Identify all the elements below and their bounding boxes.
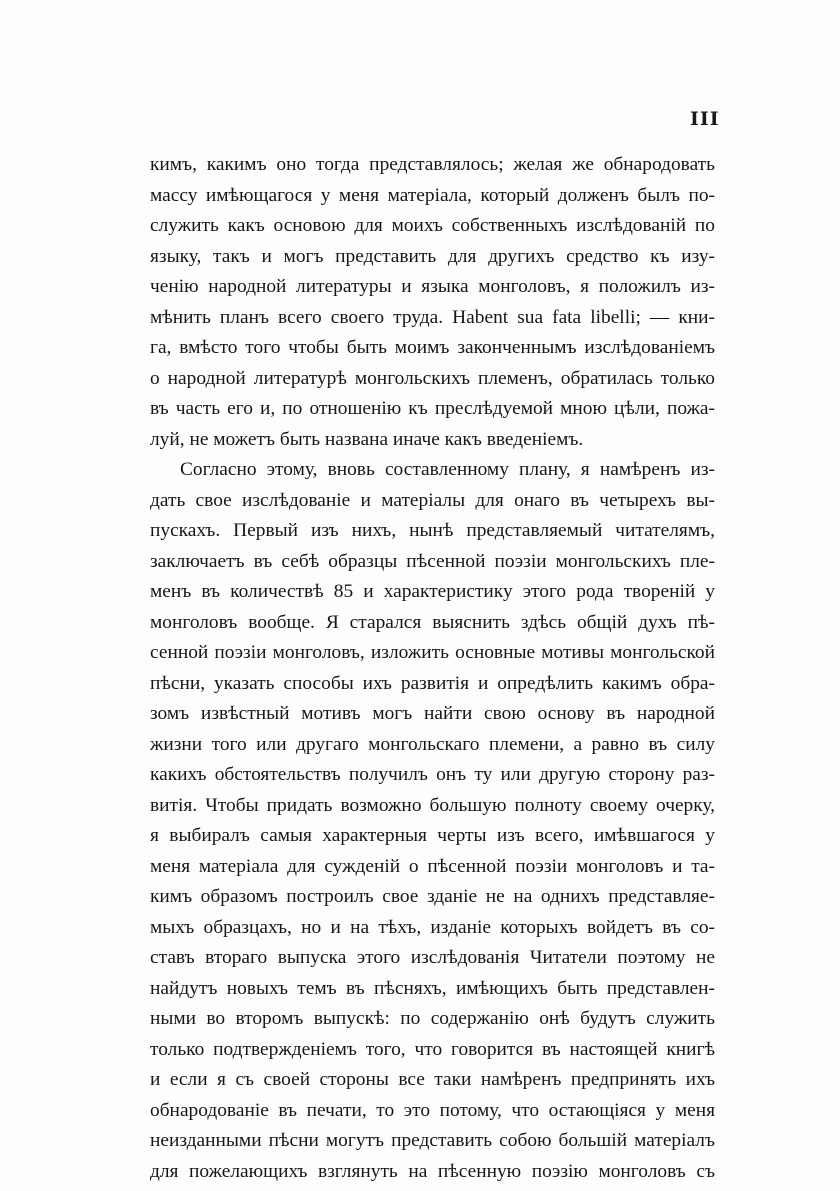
text-line: мѣнить планъ всего своего труда. Habent sua fata libelli; — кни- — [150, 306, 715, 328]
text-line: сенной поэзіи монголовъ, изложить основные мотивы монгольской — [150, 642, 715, 663]
text-line: пускахъ. Первый изъ нихъ, нынѣ представляемый читателямъ, — [150, 520, 715, 541]
text-line: о народной литературѣ монгольскихъ племенъ, обратилась только — [150, 367, 715, 389]
text-line: га, вмѣсто того чтобы быть моимъ законченнымъ изслѣдованіемъ — [150, 337, 715, 358]
text-line: ными во второмъ выпускѣ: по содержанію онѣ будутъ служить — [150, 1008, 715, 1029]
text-line: для пожелающихъ взглянуть на пѣсенную поэзію монголовъ съ — [150, 1160, 715, 1182]
text-line: витія. Чтобы придать возможно большую полноту своему очерку, — [150, 794, 715, 816]
text-line: монголовъ вообще. Я старался выяснить здѣсь общій духъ пѣ- — [150, 611, 715, 633]
page-number: III — [690, 108, 720, 130]
text-line: дать свое изслѣдованіе и матеріалы для онаго въ четырехъ вы- — [150, 489, 715, 511]
text-line: мыхъ образцахъ, но и на тѣхъ, изданіе которыхъ войдетъ въ со- — [150, 916, 715, 938]
text-line: только подтвержденіемъ того, что говорится въ настоящей книгѣ — [150, 1038, 715, 1060]
text-line: жизни того или другаго монгольскаго племени, а равно въ силу — [150, 733, 715, 755]
text-line: обнародованіе въ печати, то это потому, что остающіяся у меня — [150, 1099, 715, 1121]
text-line: ставъ втораго выпуска этого изслѣдованія Читатели поэтому не — [150, 947, 715, 968]
text-line: я выбиралъ самыя характерныя черты изъ всего, имѣвшагося у — [150, 825, 715, 846]
text-line: менъ въ количествѣ 85 и характеристику этого рода твореній у — [150, 581, 715, 602]
text-line: луй, не можетъ быть названа иначе какъ введеніемъ. — [150, 428, 584, 450]
text-line: пѣсни, указать способы ихъ развитія и опредѣлить какимъ обра- — [150, 672, 715, 694]
text-line: массу имѣющагося у меня матеріала, который долженъ былъ по- — [150, 184, 715, 206]
body-text — [150, 150, 715, 1187]
paragraph-2 — [150, 455, 715, 1187]
text-line: въ часть его и, по отношенію къ преслѣдуемой мною цѣли, пожа- — [150, 398, 715, 419]
text-line: и если я съ своей стороны все таки намѣренъ предпринять ихъ — [150, 1069, 715, 1090]
text-line: служить какъ основою для моихъ собственныхъ изслѣдованій по — [150, 215, 715, 236]
text-line: ченію народной литературы и языка монголовъ, я положилъ из- — [150, 276, 715, 297]
paragraph-1 — [150, 150, 715, 455]
text-line: зомъ извѣстный мотивъ могъ найти свою основу въ народной — [150, 703, 715, 724]
text-line: меня матеріала для сужденій о пѣсенной поэзіи монголовъ и та- — [150, 855, 715, 877]
text-line: Согласно этому, вновь составленному плану, я намѣренъ из- — [180, 459, 715, 480]
text-line: языку, такъ и могъ представить для другихъ средство къ изу- — [150, 245, 715, 267]
text-line: найдутъ новыхъ темъ въ пѣсняхъ, имѣющихъ быть представлен- — [150, 977, 715, 999]
text-line: неизданными пѣсни могутъ представить собою большій матеріалъ — [150, 1130, 715, 1151]
text-line: кимъ образомъ построилъ свое зданіе не на однихъ представляе- — [150, 886, 715, 907]
text-line: заключаетъ въ себѣ образцы пѣсенной поэзіи монгольскихъ пле- — [150, 550, 715, 572]
text-line: какихъ обстоятельствъ получилъ онъ ту или другую сторону раз- — [150, 764, 715, 785]
text-line: кимъ, какимъ оно тогда представлялось; желая же обнародовать — [150, 154, 715, 175]
